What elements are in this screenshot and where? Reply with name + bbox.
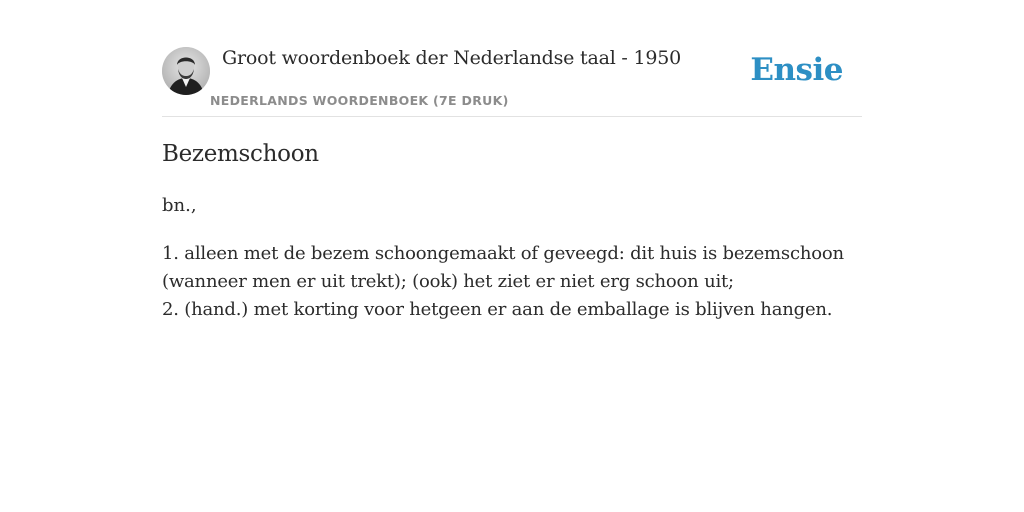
part-of-speech: bn.,	[162, 195, 197, 216]
source-title[interactable]: Groot woordenboek der Nederlandse taal - 1950	[222, 47, 682, 69]
portrait-image	[162, 47, 210, 95]
dictionary-entry-card	[162, 0, 862, 512]
ensie-logo[interactable]: Ensie	[750, 52, 843, 88]
source-subtitle[interactable]: NEDERLANDS WOORDENBOEK (7E DRUK)	[210, 93, 509, 108]
entry-header	[162, 0, 862, 117]
definition-text	[162, 240, 862, 324]
entry-term: Bezemschoon	[162, 141, 319, 167]
definition-line: 2. (hand.) met korting voor hetgeen er aan de emballage is blijven hangen.	[162, 299, 833, 320]
definition-line: (wanneer men er uit trekt); (ook) het ziet er niet erg schoon uit;	[162, 271, 734, 292]
portrait-avatar-icon[interactable]	[162, 47, 210, 95]
definition-line: 1. alleen met de bezem schoongemaakt of geveegd: dit huis is bezemschoon	[162, 243, 844, 264]
